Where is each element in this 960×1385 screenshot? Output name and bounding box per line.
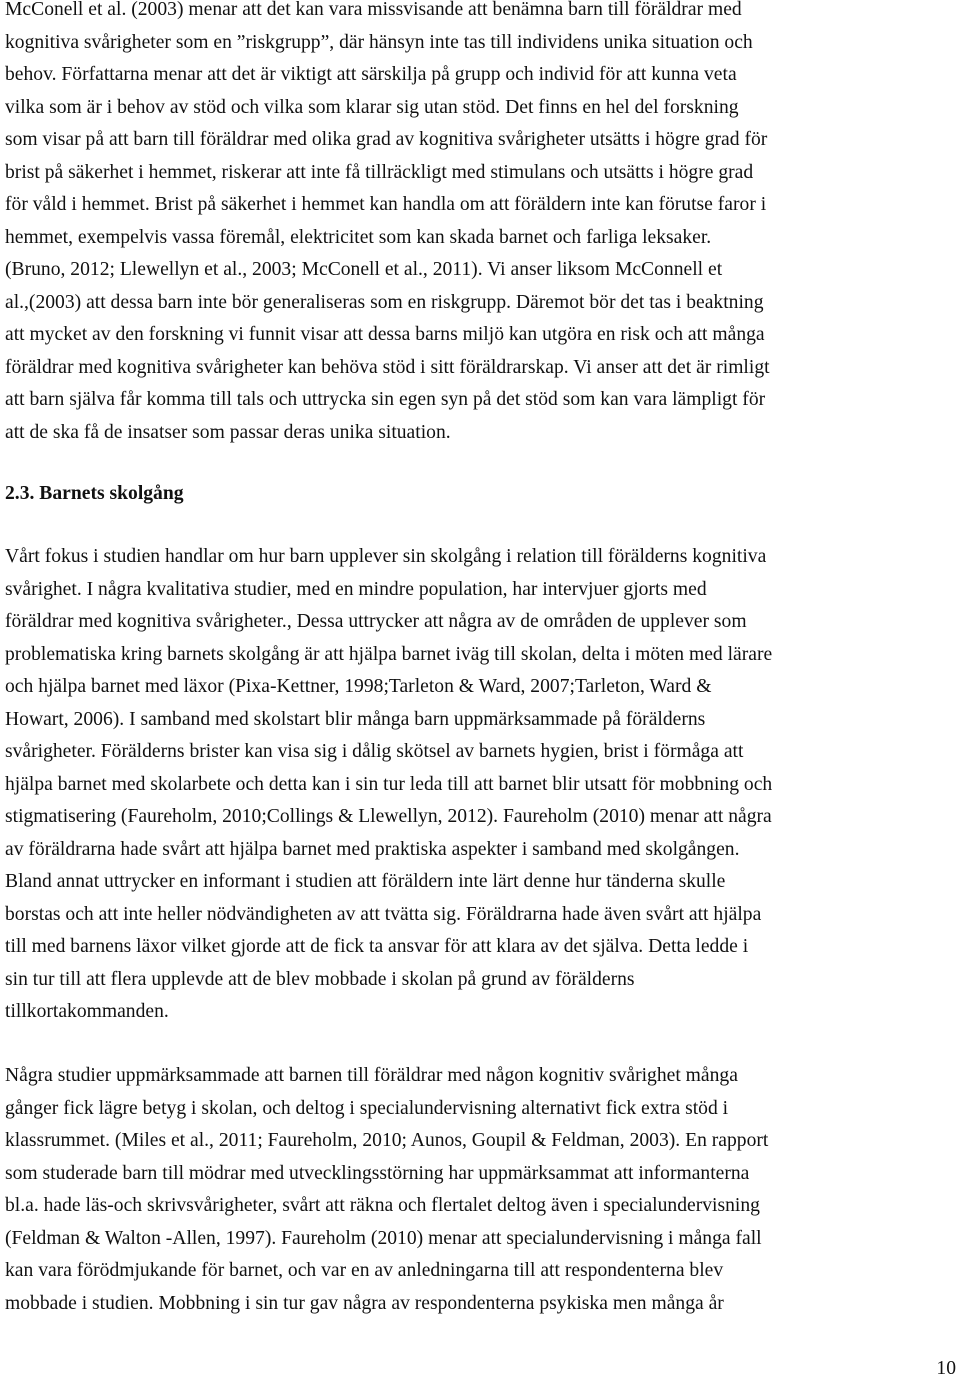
text-line: McConell et al. (2003) menar att det kan vara missvisande att benämna barn till föräldrar med (5, 0, 742, 20)
text-line: av föräldrarna hade svårt att hjälpa barnet med praktiska aspekter i samband med skolgången. (5, 838, 740, 860)
text-line: kognitiva svårigheter som en ”riskgrupp”, där hänsyn inte tas till individens unika situation och (5, 31, 753, 53)
text-line: Vårt fokus i studien handlar om hur barn upplever sin skolgång i relation till förälderns kognitiva (5, 546, 767, 567)
text-line: sin tur till att flera upplevde att de blev mobbade i skolan på grund av förälderns (5, 968, 635, 990)
paragraph-mcconell-risk (5, 0, 770, 449)
text-line: som visar på att barn till föräldrar med olika grad av kognitiva svårigheter utsätts i högre grad för (5, 129, 768, 150)
text-line: föräldrar med kognitiva svårigheter., Dessa uttrycker att några av de områden de upplever som (5, 611, 747, 632)
text-line: till med barnens läxor vilket gjorde att de fick ta ansvar för att klara av det själva. Detta ledde i (5, 936, 749, 957)
text-line: problematiska kring barnets skolgång är att hjälpa barnet iväg till skolan, delta i möten med lärare (5, 643, 773, 665)
text-line: brist på säkerhet i hemmet, riskerar att inte få tillräckligt med stimulans och utsätts i högre grad (5, 161, 754, 183)
paragraph-grades-special-education (5, 1060, 768, 1320)
text-line: gånger fick lägre betyg i skolan, och deltog i specialundervisning alternativt fick extra stöd i (5, 1097, 729, 1119)
text-line: hemmet, exempelvis vassa föremål, elektricitet som kan skada barnet och farliga leksaker. (5, 226, 712, 248)
text-line: svårighet. I några kvalitativa studier, med en mindre population, har intervjuer gjorts med (5, 578, 707, 600)
text-line: Howart, 2006). I samband med skolstart blir många barn uppmärksammade på förälderns (5, 708, 706, 730)
text-line: Bland annat uttrycker en informant i studien att föräldern inte lärt denne hur tänderna skulle (5, 871, 726, 892)
text-line: Några studier uppmärksammade att barnen till föräldrar med någon kognitiv svårighet många (5, 1065, 738, 1086)
text-line: behov. Författarna menar att det är viktigt att särskilja på grupp och individ för att kunna veta (5, 64, 737, 85)
text-line: att mycket av den forskning vi funnit visar att dessa barns miljö kan utgöra en risk och att många (5, 324, 765, 345)
text-line: föräldrar med kognitiva svårigheter kan behöva stöd i sitt föräldrarskap. Vi anser att det är rimligt (5, 356, 770, 378)
text-line: att de ska få de insatser som passar deras unika situation. (5, 421, 451, 443)
text-line: svårigheter. Förälderns brister kan visa sig i dålig skötsel av barnets hygien, brist i förmåga att (5, 741, 744, 762)
text-line: att barn själva får komma till tals och uttrycka sin egen syn på det stöd som kan vara lämpligt för (5, 389, 766, 410)
text-line: (Bruno, 2012; Llewellyn et al., 2003; McConell et al., 2011). Vi anser liksom McConnell et (5, 259, 723, 280)
text-line: klassrummet. (Miles et al., 2011; Faureholm, 2010; Aunos, Goupil & Feldman, 2003). En rapport (5, 1130, 769, 1151)
section-heading: 2.3. Barnets skolgång (5, 483, 184, 504)
text-line: al.,(2003) att dessa barn inte bör generaliseras som en riskgrupp. Däremot bör det tas i beaktning (5, 291, 764, 313)
text-line: borstas och att inte heller nödvändigheten av att tvätta sig. Föräldrarna hade även svårt att hjälpa (5, 903, 762, 925)
text-line: hjälpa barnet med skolarbete och detta kan i sin tur leda till att barnet blir utsatt för mobbning och (5, 773, 773, 795)
text-line: tillkortakommanden. (5, 1001, 169, 1022)
text-line: mobbade i studien. Mobbning i sin tur gav några av respondenterna psykiska men många år (5, 1292, 724, 1314)
text-line: bl.a. hade läs-och skrivsvårigheter, svårt att räkna och flertalet deltog även i specialundervisning (5, 1195, 760, 1216)
text-line: stigmatisering (Faureholm, 2010;Collings & Llewellyn, 2012). Faureholm (2010) menar att några (5, 806, 772, 827)
page-number: 10 (936, 1358, 956, 1379)
text-line: kan vara förödmjukande för barnet, och var en av anledningarna till att respondenterna blev (5, 1260, 724, 1281)
text-line: vilka som är i behov av stöd och vilka som klarar sig utan stöd. Det finns en hel del forskning (5, 96, 739, 118)
text-line: och hjälpa barnet med läxor (Pixa-Kettner, 1998;Tarleton & Ward, 2007;Tarleton, Ward & (5, 676, 712, 697)
paragraph-school-experience (5, 541, 772, 1029)
text-line: som studerade barn till mödrar med utvecklingsstörning har uppmärksammat att informanterna (5, 1162, 750, 1184)
text-line: för våld i hemmet. Brist på säkerhet i hemmet kan handla om att föräldern inte kan förutse faror i (5, 194, 767, 215)
text-line: (Feldman & Walton -Allen, 1997). Faureholm (2010) menar att specialundervisning i många fall (5, 1227, 762, 1249)
